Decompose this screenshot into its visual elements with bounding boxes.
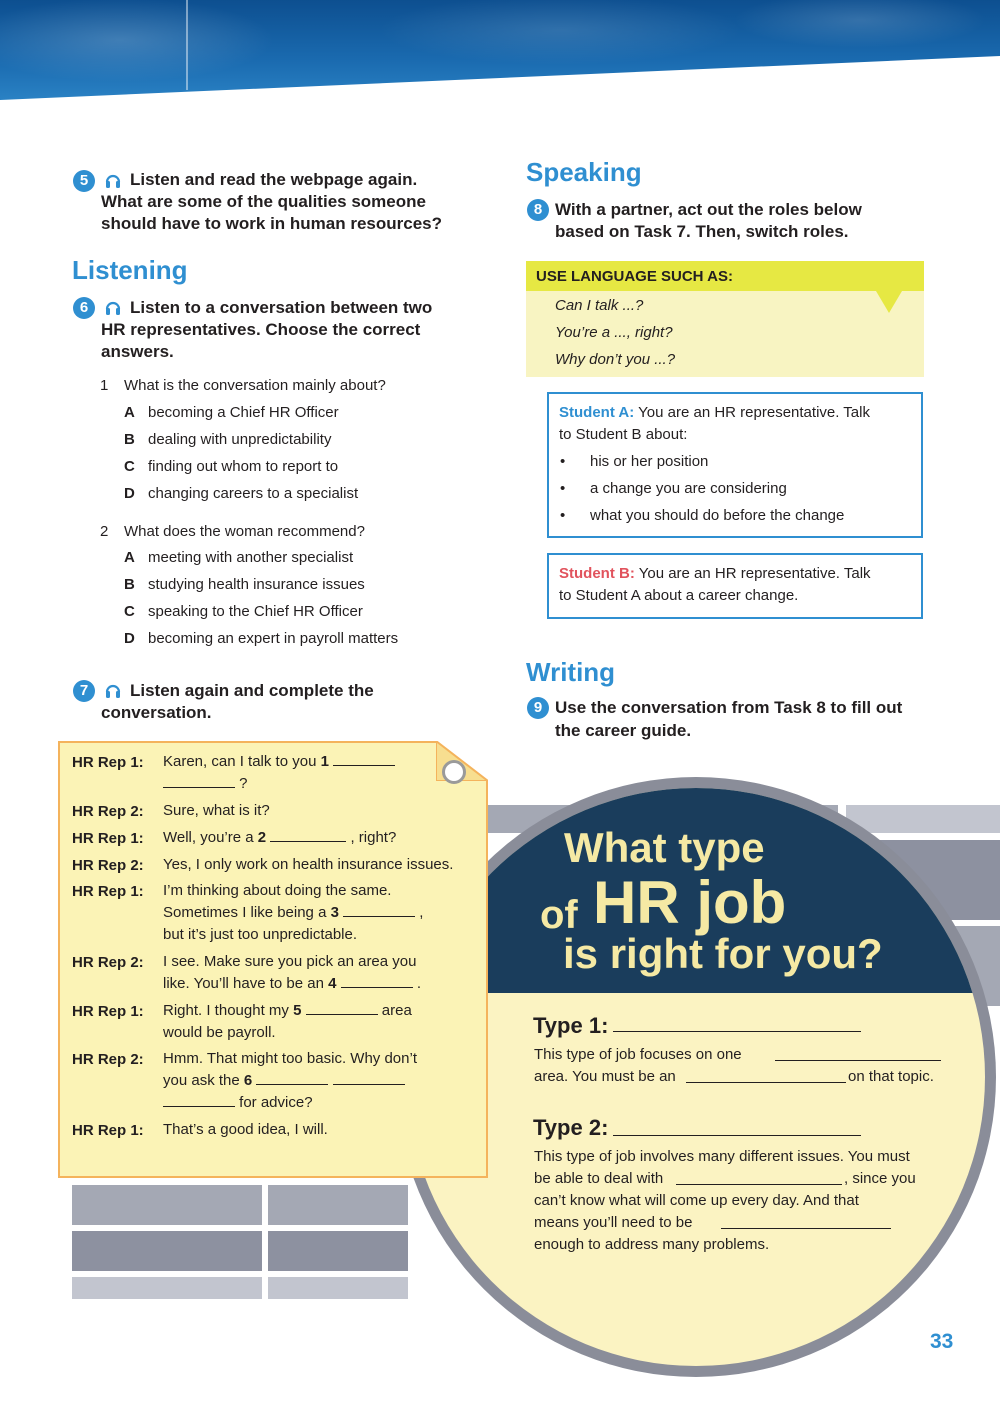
answer-blank[interactable] xyxy=(343,903,415,917)
option-letter: B xyxy=(124,431,135,448)
task9-line2: the career guide. xyxy=(555,721,692,740)
task-number-badge: 8 xyxy=(527,199,549,221)
listening-heading: Listening xyxy=(72,255,188,285)
guide-title-hr-job: HR job xyxy=(593,869,787,936)
dialogue-speaker: HR Rep 1: xyxy=(72,754,144,771)
dialogue-speaker: HR Rep 1: xyxy=(72,883,144,900)
task6-line3: answers. xyxy=(101,342,174,361)
dialogue-text: ? xyxy=(239,775,248,792)
type2-label: Type 2: xyxy=(533,1115,609,1140)
type2-text-line5: enough to address many problems. xyxy=(534,1236,770,1253)
task5-line2: What are some of the qualities someone xyxy=(101,192,426,211)
background-tile xyxy=(72,1185,262,1225)
blank-number: 2 xyxy=(257,829,267,846)
student-b-line2: to Student A about a career change. xyxy=(559,587,799,604)
headphones-icon xyxy=(104,682,122,700)
type2-answer-field[interactable] xyxy=(613,1135,861,1136)
task7-line2: conversation. xyxy=(101,703,212,722)
dialogue-line: I’m thinking about doing the same. xyxy=(163,882,392,899)
type2-text-line1: This type of job involves many different issues. You must xyxy=(534,1148,910,1165)
answer-option[interactable] xyxy=(124,576,464,594)
dialogue-text: Well, you’re a xyxy=(163,829,254,846)
banner-divider xyxy=(186,0,188,90)
type2-text-line4: means you’ll need to be xyxy=(534,1214,693,1231)
answer-blank[interactable] xyxy=(306,1001,378,1015)
option-letter: C xyxy=(124,603,135,620)
guide-title-line3: is right for you? xyxy=(563,930,883,977)
option-letter: A xyxy=(124,404,135,421)
role-text: You are an HR representative. Talk xyxy=(638,404,870,421)
task-number-badge: 5 xyxy=(73,170,95,192)
question-1 xyxy=(100,377,480,395)
dialogue-line: Hmm. That might too basic. Why don’t xyxy=(163,1050,417,1067)
type1-text-line2b: on that topic. xyxy=(848,1068,934,1085)
language-box-title: USE LANGUAGE SUCH AS: xyxy=(536,268,733,285)
option-letter: C xyxy=(124,458,135,475)
answer-blank[interactable] xyxy=(270,828,346,842)
answer-blank[interactable] xyxy=(163,774,235,788)
role-text: You are an HR representative. Talk xyxy=(638,565,871,582)
student-b-line1 xyxy=(559,563,871,585)
answer-option[interactable] xyxy=(124,485,464,503)
student-a-line1 xyxy=(559,402,870,424)
type1-blank-1[interactable] xyxy=(775,1060,941,1061)
task5-line3: should have to work in human resources? xyxy=(101,214,443,233)
option-letter: A xyxy=(124,549,135,566)
answer-option[interactable] xyxy=(124,458,464,476)
task7-line1: Listen again and complete the xyxy=(130,681,374,700)
header-banner xyxy=(0,0,1000,108)
type1-blank-2[interactable] xyxy=(686,1082,846,1083)
task6-line2: HR representatives. Choose the correct xyxy=(101,320,421,339)
dialogue-text: like. You’ll have to be an xyxy=(163,975,324,992)
answer-option[interactable] xyxy=(124,630,464,648)
dialogue-line xyxy=(163,1000,412,1022)
type2-text-line2b: , since you xyxy=(844,1170,916,1187)
option-text: finding out whom to report to xyxy=(148,458,339,475)
dialogue-line xyxy=(163,973,421,995)
answer-option[interactable] xyxy=(124,431,464,449)
option-text: speaking to the Chief HR Officer xyxy=(148,603,363,620)
dialogue-speaker: HR Rep 2: xyxy=(72,954,144,971)
type2-text-line3: can’t know what will come up every day. And that xyxy=(534,1192,859,1209)
dialogue-speaker: HR Rep 1: xyxy=(72,1122,144,1139)
question-text: What is the conversation mainly about? xyxy=(124,377,386,394)
dialogue-speaker: HR Rep 1: xyxy=(72,830,144,847)
type2-text-line2a: be able to deal with xyxy=(534,1170,664,1187)
question-2 xyxy=(100,523,480,541)
dialogue-speaker: HR Rep 1: xyxy=(72,1003,144,1020)
question-number: 2 xyxy=(100,523,109,540)
option-text: becoming an expert in payroll matters xyxy=(148,630,399,647)
dialogue-line xyxy=(163,902,423,924)
dialogue-text: . xyxy=(416,975,421,992)
dialogue-line xyxy=(163,751,395,773)
background-tile xyxy=(72,1231,262,1271)
type1-label: Type 1: xyxy=(533,1013,609,1038)
language-phrase: You’re a ..., right? xyxy=(555,324,673,341)
type2-blank-2[interactable] xyxy=(721,1228,891,1229)
guide-title-line1: What type xyxy=(564,824,765,871)
dialogue-line: would be payroll. xyxy=(163,1024,276,1041)
answer-blank[interactable] xyxy=(333,752,395,766)
blank-number: 6 xyxy=(243,1072,253,1089)
task5-line1: Listen and read the webpage again. xyxy=(130,170,418,189)
page-number: 33 xyxy=(930,1330,954,1353)
answer-option[interactable] xyxy=(124,404,464,422)
student-b-label: Student B: xyxy=(559,565,635,582)
writing-heading: Writing xyxy=(526,657,616,687)
dialogue-line: That’s a good idea, I will. xyxy=(163,1121,328,1138)
background-tile xyxy=(268,1185,408,1225)
option-text: changing careers to a specialist xyxy=(148,485,359,502)
option-text: studying health insurance issues xyxy=(148,576,365,593)
paper-clip-ring-icon xyxy=(442,760,466,784)
dialogue-line: but it’s just too unpredictable. xyxy=(163,926,358,943)
answer-blank[interactable] xyxy=(256,1071,328,1085)
task-number-badge: 6 xyxy=(73,297,95,319)
student-a-line2: to Student B about: xyxy=(559,426,688,443)
task8-line1: With a partner, act out the roles below xyxy=(555,200,862,219)
option-letter: B xyxy=(124,576,135,593)
answer-option[interactable] xyxy=(124,603,464,621)
language-phrase: Can I talk ...? xyxy=(555,297,644,314)
dialogue-text: Sometimes I like being a xyxy=(163,904,327,921)
dialogue-text: Right. I thought my xyxy=(163,1002,289,1019)
dialogue-line xyxy=(163,1092,313,1114)
headphones-icon xyxy=(104,299,122,317)
blank-number: 5 xyxy=(293,1002,302,1019)
option-letter: D xyxy=(124,485,135,502)
option-text: becoming a Chief HR Officer xyxy=(148,404,339,421)
task-number-badge: 7 xyxy=(73,680,95,702)
question-text: What does the woman recommend? xyxy=(124,523,365,540)
dialogue-line: I see. Make sure you pick an area you xyxy=(163,953,417,970)
answer-option[interactable] xyxy=(124,549,464,567)
dialogue-line xyxy=(163,773,248,795)
background-tile xyxy=(268,1231,408,1271)
answer-blank[interactable] xyxy=(163,1093,235,1107)
question-number: 1 xyxy=(100,377,109,394)
type1-answer-field[interactable] xyxy=(613,1031,861,1032)
blank-number: 1 xyxy=(320,753,329,770)
option-letter: D xyxy=(124,630,135,647)
task6-line1: Listen to a conversation between two xyxy=(130,298,433,317)
student-a-bullet: • his or her position xyxy=(560,453,709,470)
option-text: meeting with another specialist xyxy=(148,549,354,566)
task9-line1: Use the conversation from Task 8 to fill out xyxy=(555,698,903,717)
headphones-icon xyxy=(104,172,122,190)
task-number-badge: 9 xyxy=(527,697,549,719)
guide-title-of: of xyxy=(540,893,578,937)
student-a-bullet: • a change you are considering xyxy=(560,480,787,497)
dialogue-text: , right? xyxy=(350,829,397,846)
dialogue-speaker: HR Rep 2: xyxy=(72,803,144,820)
type1-text-line1: This type of job focuses on one xyxy=(534,1046,742,1063)
dialogue-line: Sure, what is it? xyxy=(163,802,270,819)
dialogue-text: , xyxy=(419,904,424,921)
option-text: dealing with unpredictability xyxy=(148,431,332,448)
answer-blank[interactable] xyxy=(333,1071,405,1085)
task8-line2: based on Task 7. Then, switch roles. xyxy=(555,222,849,241)
type2-blank-1[interactable] xyxy=(676,1184,842,1185)
dialogue-speaker: HR Rep 2: xyxy=(72,857,144,874)
student-a-label: Student A: xyxy=(559,404,635,421)
speech-bubble-tail xyxy=(876,291,902,313)
speaking-heading: Speaking xyxy=(526,157,642,187)
dialogue-text: Karen, can I talk to you xyxy=(163,753,317,770)
dialogue-line xyxy=(163,827,396,849)
type1-text-line2a: area. You must be an xyxy=(534,1068,676,1085)
blank-number: 4 xyxy=(328,975,337,992)
background-tile xyxy=(72,1277,262,1299)
dialogue-line: Yes, I only work on health insurance issues. xyxy=(163,856,454,873)
answer-blank[interactable] xyxy=(341,974,413,988)
language-phrase: Why don’t you ...? xyxy=(555,351,676,368)
dialogue-text: you ask the xyxy=(163,1072,240,1089)
dialogue-text: area xyxy=(381,1002,412,1019)
background-tile xyxy=(268,1277,408,1299)
blank-number: 3 xyxy=(330,904,339,921)
dialogue-text: for advice? xyxy=(239,1094,313,1111)
dialogue-line xyxy=(163,1070,405,1092)
student-a-bullet: • what you should do before the change xyxy=(560,507,845,524)
dialogue-speaker: HR Rep 2: xyxy=(72,1051,144,1068)
